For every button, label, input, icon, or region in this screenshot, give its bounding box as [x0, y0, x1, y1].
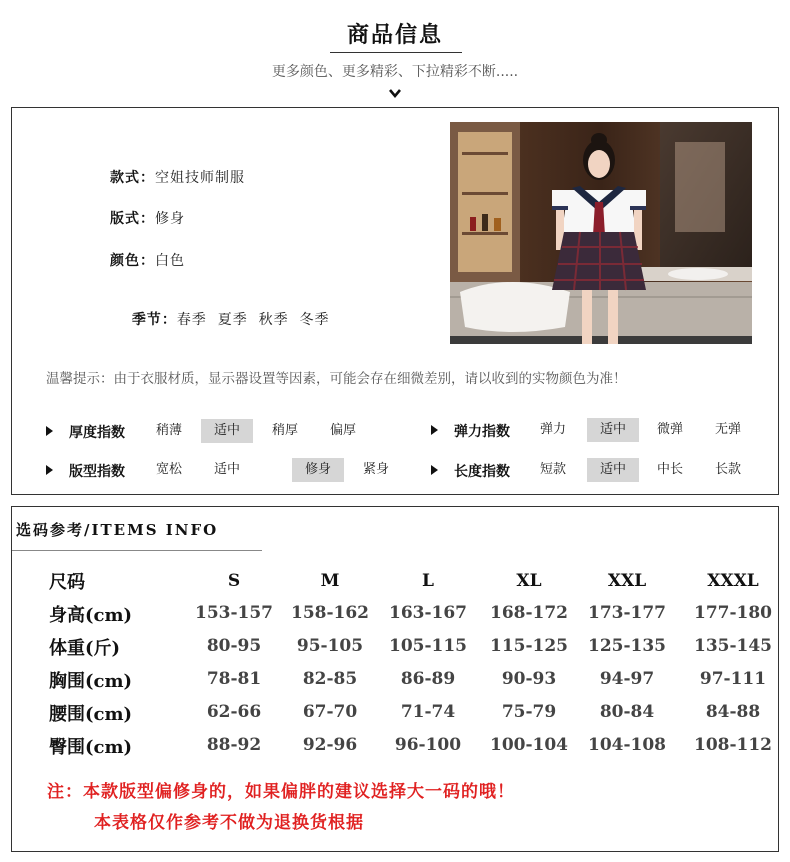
size-cell: 92-96: [302, 735, 358, 755]
size-cell: 62-66: [206, 702, 262, 722]
reminder-note: 温馨提示：由于衣服材质，显示器设置等因素，可能会存在细微差别，请以收到的实物颜色为准！: [46, 371, 627, 387]
section-subtitle: 更多颜色、更多精彩、下拉精彩不断.....: [271, 64, 519, 80]
size-cell: 100-104: [489, 735, 569, 755]
product-info-panel: [11, 107, 779, 495]
size-cell: 96-100: [394, 735, 462, 755]
size-cell: 84-88: [705, 702, 761, 722]
index-option: 偏厚: [329, 423, 356, 438]
size-cell: 177-180: [693, 603, 773, 623]
section-title: 商品信息: [346, 23, 443, 48]
size-cell: 153-157: [194, 603, 274, 623]
size-cell: 67-70: [302, 702, 358, 722]
size-cell: 90-93: [501, 669, 557, 689]
size-header-m: M: [320, 571, 340, 591]
title-underline: [12, 550, 262, 551]
index-option-selected: 适中: [587, 418, 639, 442]
index-option: 适中: [213, 462, 240, 477]
index-option-selected: 适中: [587, 458, 639, 482]
index-label: 弹力指数: [454, 424, 510, 440]
triangle-right-icon: [46, 465, 53, 475]
index-option: 宽松: [155, 462, 182, 477]
index-fit: [46, 458, 406, 482]
size-header-xxl: XXL: [607, 571, 647, 591]
size-row-label: 胸围(cm): [49, 671, 133, 692]
triangle-right-icon: [431, 465, 438, 475]
size-cell: 158-162: [290, 603, 370, 623]
index-option: 微弹: [656, 422, 683, 437]
index-option: 稍薄: [155, 423, 182, 438]
index-option: 短款: [539, 462, 566, 477]
size-cell: 71-74: [400, 702, 456, 722]
size-header-l: L: [422, 571, 434, 591]
size-row-label: 体重(斤): [49, 638, 121, 659]
attr-color: 颜色：白色: [110, 253, 185, 269]
size-cell: 78-81: [206, 669, 262, 689]
size-cell: 94-97: [599, 669, 655, 689]
size-cell: 104-108: [587, 735, 667, 755]
index-option: 紧身: [362, 462, 389, 477]
index-thickness: [46, 419, 406, 443]
size-cell: 168-172: [489, 603, 569, 623]
index-length: [431, 458, 771, 482]
size-cell: 135-145: [693, 636, 773, 656]
reference-disclaimer: 本表格仅作参考不做为退换货根据: [94, 813, 364, 833]
size-cell: 105-115: [388, 636, 468, 656]
size-cell: 163-167: [388, 603, 468, 623]
size-cell: 80-95: [206, 636, 262, 656]
triangle-right-icon: [431, 425, 438, 435]
size-cell: 80-84: [599, 702, 655, 722]
size-chart-title: 选码参考/ITEMS INFO: [16, 521, 219, 539]
size-cell: 115-125: [489, 636, 569, 656]
attr-season: 季节：春季 夏季 秋季 冬季: [131, 312, 330, 328]
index-option: 稍厚: [271, 423, 298, 438]
size-header-s: S: [227, 571, 241, 591]
size-cell: 173-177: [587, 603, 667, 623]
index-option: 长款: [714, 462, 741, 477]
index-label: 版型指数: [69, 464, 125, 480]
title-underline: [330, 52, 462, 53]
index-option-selected: 修身: [292, 458, 344, 482]
size-cell: 88-92: [206, 735, 262, 755]
size-cell: 97-111: [699, 669, 767, 689]
size-chart-panel: [11, 506, 779, 852]
size-header-xl: XL: [516, 571, 542, 591]
fit-warning: 注：本款版型偏修身的，如果偏胖的建议选择大一码的哦！: [47, 782, 515, 802]
size-cell: 82-85: [302, 669, 358, 689]
size-cell: 95-105: [296, 636, 364, 656]
attr-fit: 版式：修身: [110, 211, 185, 227]
product-photo: [450, 122, 752, 344]
index-option: 无弹: [714, 422, 741, 437]
index-elasticity: [431, 418, 771, 442]
size-row-label: 腰围(cm): [49, 704, 133, 725]
attr-style: 款式：空姐技师制服: [110, 170, 245, 186]
index-option: 弹力: [539, 422, 566, 437]
size-header-xxxl: XXXL: [707, 571, 759, 591]
size-cell: 75-79: [501, 702, 557, 722]
size-row-label: 臀围(cm): [49, 737, 133, 758]
size-header-label: 尺码: [49, 572, 85, 593]
size-cell: 125-135: [587, 636, 667, 656]
size-row-label: 身高(cm): [49, 605, 133, 626]
triangle-right-icon: [46, 426, 53, 436]
index-option-selected: 适中: [201, 419, 253, 443]
index-option: 中长: [656, 462, 683, 477]
index-label: 厚度指数: [69, 425, 125, 441]
chevron-down-icon: [388, 86, 402, 100]
size-cell: 86-89: [400, 669, 456, 689]
size-cell: 108-112: [693, 735, 773, 755]
index-label: 长度指数: [454, 464, 510, 480]
